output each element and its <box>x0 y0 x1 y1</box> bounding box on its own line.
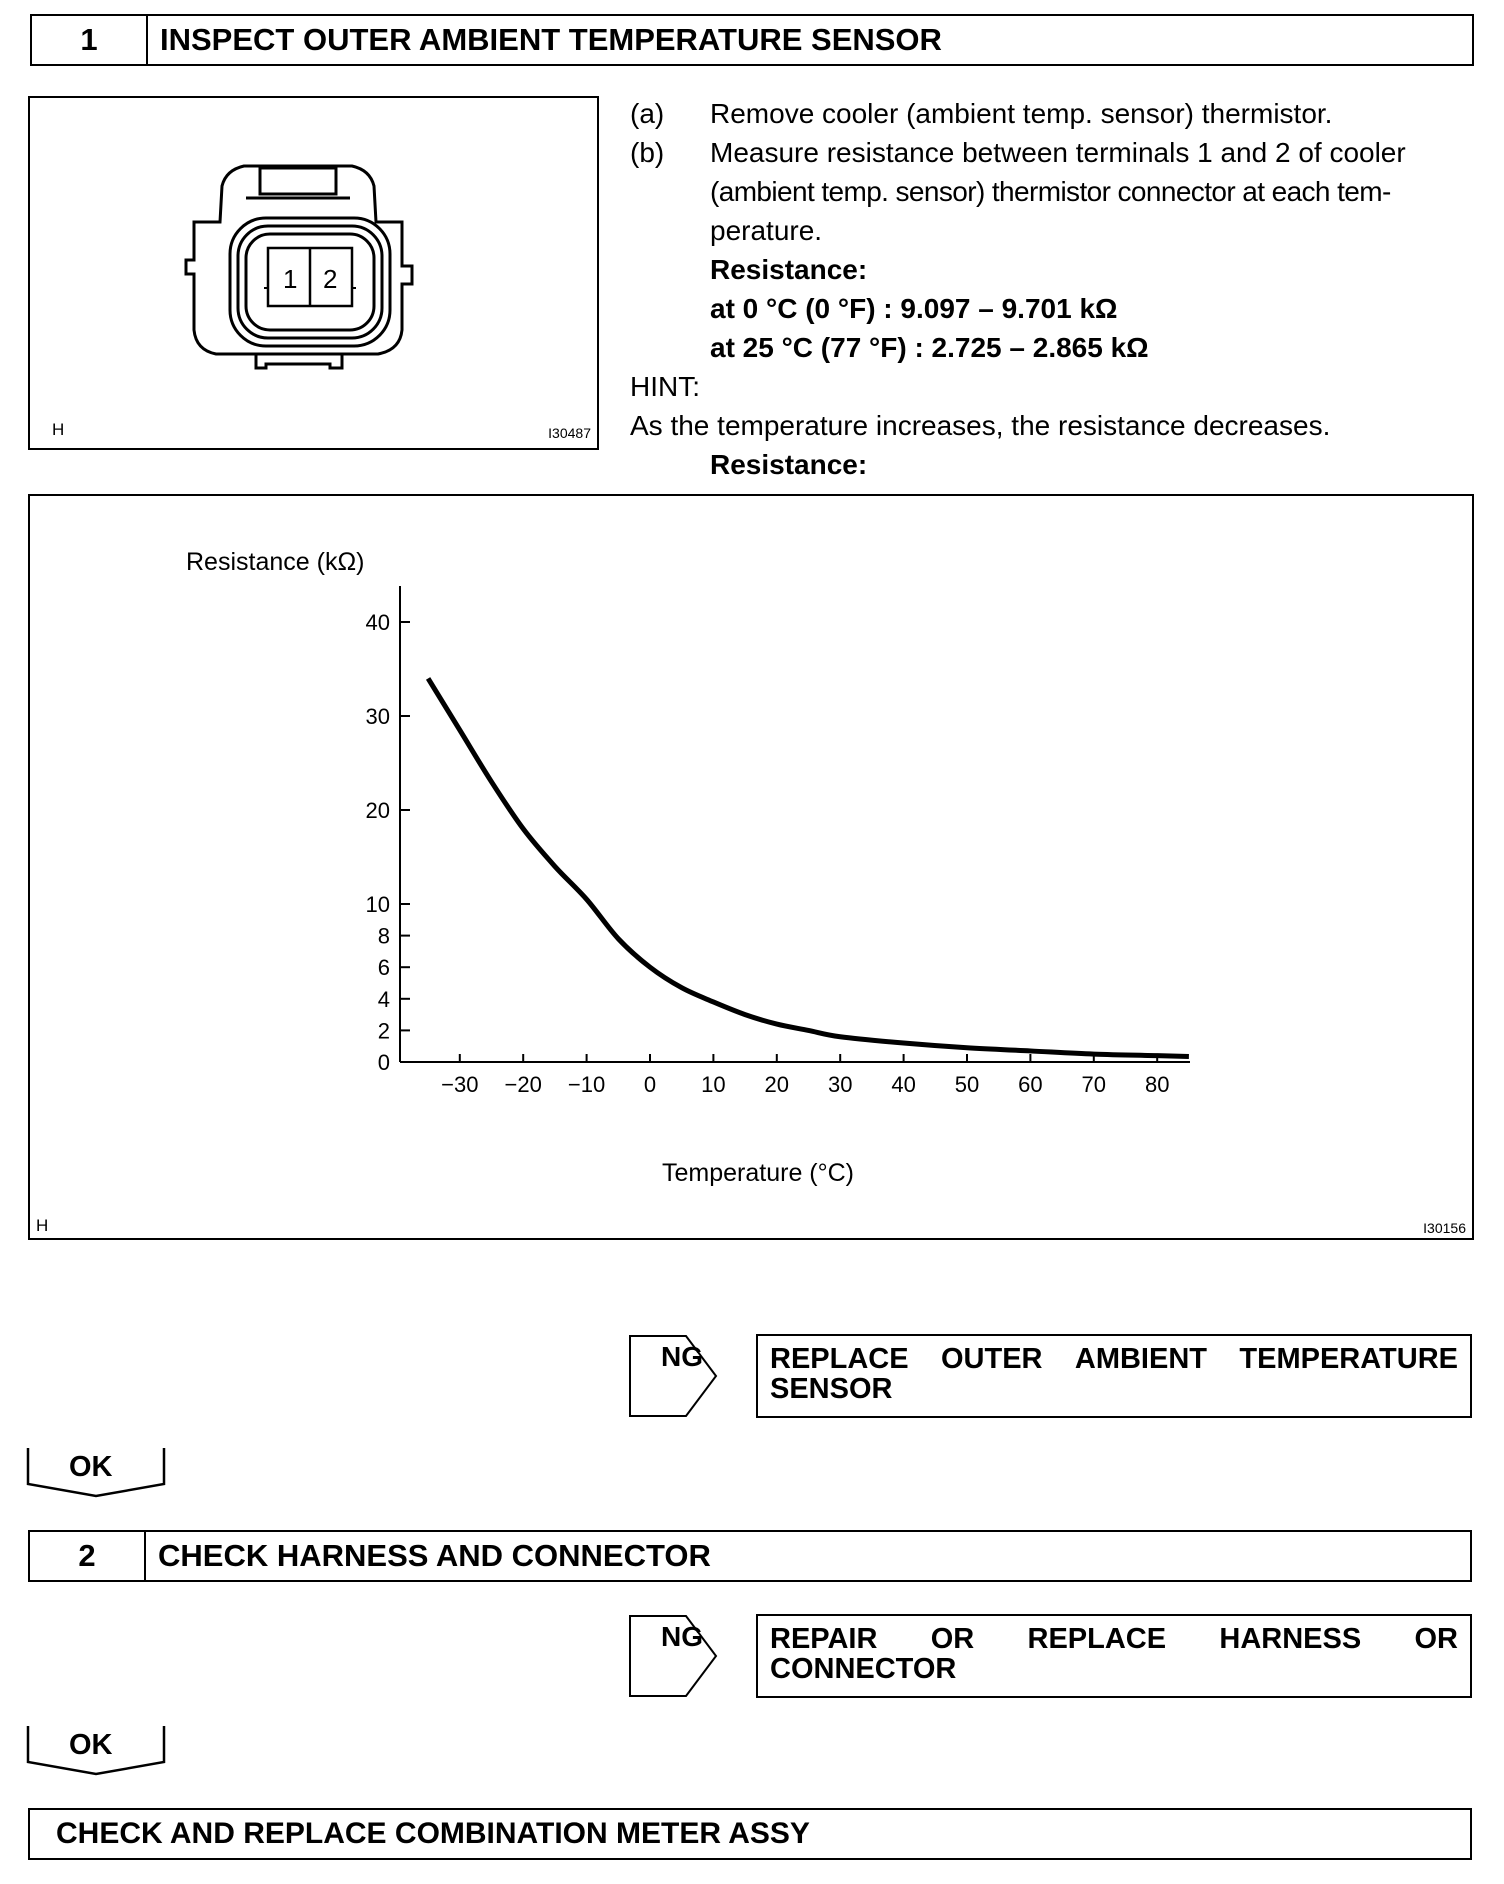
resistance-heading-2: Resistance: <box>710 449 868 480</box>
ng-action-2-word-2: OR <box>930 1623 975 1655</box>
final-step-header <box>28 1808 1472 1860</box>
ok-tag-1: OK <box>69 1451 113 1483</box>
hint-text: As the temperature increases, the resistance decreases. <box>630 410 1331 441</box>
ng-action-1 <box>756 1334 1472 1418</box>
spec-25c: at 25 °C (77 °F) : 2.725 – 2.865 kΩ <box>710 332 1149 363</box>
ng-action-2-line2: CONNECTOR <box>770 1653 957 1685</box>
ng-action-2-word-5: OR <box>1414 1623 1458 1655</box>
final-step-title: CHECK AND REPLACE COMBINATION METER ASSY <box>56 1817 810 1850</box>
x-tick-label: 0 <box>643 1072 657 1097</box>
x-tick-label: −20 <box>504 1072 542 1097</box>
graph-figure-code: I30156 <box>1423 1220 1466 1236</box>
x-tick-label: 20 <box>764 1072 790 1097</box>
connector-figure-code: I30487 <box>548 425 591 441</box>
terminal-1-label: 1 <box>283 264 298 294</box>
graph-figure-corner-letter: H <box>36 1216 49 1235</box>
y-tick-label: 0 <box>377 1050 390 1075</box>
step-2-number: 2 <box>30 1532 146 1580</box>
step-2-title: CHECK HARNESS AND CONNECTOR <box>158 1538 711 1573</box>
ng-action-2 <box>756 1614 1472 1698</box>
ng-action-2-word-1: REPAIR <box>770 1623 878 1655</box>
ng-action-2-line1 <box>770 1624 1458 1654</box>
instruction-b-line2: (ambient temp. sensor) thermistor connector at each tem- <box>710 176 1391 207</box>
ng-action-1-word-2: OUTER <box>940 1343 1043 1375</box>
x-tick-label: −10 <box>567 1072 606 1097</box>
spec-0c: at 0 °C (0 °F) : 9.097 – 9.701 kΩ <box>710 293 1118 324</box>
y-tick-label: 40 <box>365 610 390 635</box>
graph-figure <box>28 494 1474 1240</box>
instruction-b-line1: Measure resistance between terminals 1 and 2 of cooler <box>710 137 1406 168</box>
step-2-header <box>28 1530 1472 1582</box>
ng-action-2-word-3: REPLACE <box>1027 1623 1167 1655</box>
instruction-b-line3: perature. <box>710 215 823 246</box>
instruction-a-label: (a) <box>630 98 665 129</box>
y-tick-label: 10 <box>365 892 390 917</box>
x-axis-label: Temperature (°C) <box>662 1159 854 1187</box>
ng-action-1-word-3: AMBIENT <box>1074 1343 1207 1375</box>
connector-drawing <box>30 98 597 448</box>
instruction-a <box>630 94 1478 133</box>
ng-action-2-word-4: HARNESS <box>1219 1623 1362 1655</box>
y-axis-label: Resistance (kΩ) <box>186 548 365 576</box>
resistance-temperature-chart <box>30 496 1472 1238</box>
x-tick-label: 40 <box>891 1072 916 1097</box>
y-tick-label: 6 <box>377 955 390 981</box>
series-line-resistance <box>428 678 1189 1056</box>
ng-action-1-line2: SENSOR <box>770 1373 893 1405</box>
x-tick-label: −30 <box>441 1072 479 1097</box>
instructions <box>630 94 1478 484</box>
x-tick-label: 80 <box>1144 1072 1170 1097</box>
ok-tag-2: OK <box>69 1729 113 1761</box>
step-1-header <box>30 14 1474 66</box>
y-tick-label: 2 <box>377 1018 390 1044</box>
ng-action-1-word-4: TEMPERATURE <box>1239 1343 1458 1375</box>
connector-figure-corner-letter: H <box>52 420 65 439</box>
x-tick-label: 30 <box>827 1072 853 1097</box>
terminal-2-label: 2 <box>323 264 338 294</box>
x-tick-label: 50 <box>954 1072 980 1097</box>
ng-tag-2: NG <box>661 1621 703 1652</box>
instruction-a-text: Remove cooler (ambient temp. sensor) thermistor. <box>710 98 1333 129</box>
x-tick-label: 60 <box>1018 1072 1043 1097</box>
ng-action-1-line1 <box>770 1344 1458 1374</box>
step-1-number: 1 <box>32 16 148 64</box>
step-1-title: INSPECT OUTER AMBIENT TEMPERATURE SENSOR <box>160 22 942 57</box>
hint-label: HINT: <box>630 371 700 402</box>
x-tick-label: 10 <box>701 1072 726 1097</box>
x-tick-label: 70 <box>1081 1072 1107 1097</box>
instruction-b <box>630 133 1478 367</box>
y-tick-label: 30 <box>365 704 390 729</box>
instruction-b-label: (b) <box>630 137 665 168</box>
y-tick-label: 20 <box>365 798 390 823</box>
y-tick-label: 4 <box>377 986 390 1012</box>
y-tick-label: 8 <box>377 923 390 949</box>
resistance-heading: Resistance: <box>710 254 868 285</box>
ng-tag-1: NG <box>661 1341 703 1372</box>
ng-action-1-word-1: REPLACE <box>770 1343 909 1375</box>
connector-figure <box>28 96 599 450</box>
